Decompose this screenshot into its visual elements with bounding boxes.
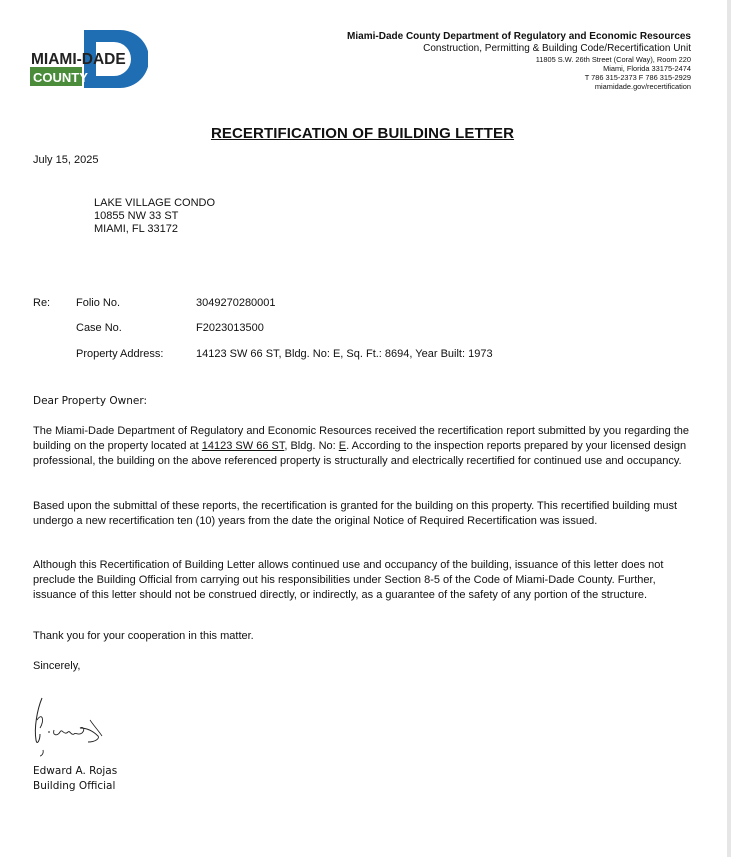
miami-dade-logo [30, 30, 148, 88]
p1-mid: , Bldg. No: [284, 440, 339, 452]
signer-name: Edward A. Rojas [33, 765, 118, 777]
salutation: Dear Property Owner: [33, 395, 148, 407]
recipient-street: 10855 NW 33 ST [94, 210, 179, 222]
logo-text-bottom: COUNTY [33, 70, 88, 85]
logo-text-top: MIAMI-DADE [31, 51, 126, 68]
p1-pre: The Miami-Dade Department of Regulatory and Economic Resources received the recertification report submitted by you regarding the building on the property located at [33, 425, 690, 452]
unit-name: Construction, Permitting & Building Code/Recertification Unit [423, 43, 691, 54]
re-value-case: F2023013500 [196, 322, 264, 334]
city-address: Miami, Florida 33175-2474 [603, 64, 691, 73]
street-address: 11805 S.W. 26th Street (Coral Way), Room 220 [535, 55, 691, 64]
website: miamidade.gov/recertification [594, 82, 691, 91]
paragraph-1 [33, 424, 693, 469]
department-name: Miami-Dade County Department of Regulatory and Economic Resources [347, 31, 691, 42]
signer-title: Building Official [33, 780, 116, 792]
recipient-name: LAKE VILLAGE CONDO [94, 197, 216, 209]
letter-date: July 15, 2025 [33, 154, 99, 166]
recipient-city: MIAMI, FL 33172 [94, 223, 178, 235]
p1-address: 14123 SW 66 ST [201, 440, 285, 452]
signer-block [33, 764, 117, 794]
p1-bldg: E [338, 440, 347, 452]
re-value-address: 14123 SW 66 ST, Bldg. No: E, Sq. Ft.: 8694, Year Built: 1973 [196, 348, 493, 360]
paragraph-3: Although this Recertification of Building Letter allows continued use and occupancy of the building, issuance of this letter does not preclude the Building Official from carrying out his responsibilities under Section 8-5 of the Code of Miami-Dade County. Further, issuance of this letter should not be construed directly, or indirectly, as a guarantee of the safety of any portion of the structure. [33, 559, 664, 601]
re-value-folio: 3049270280001 [196, 297, 276, 309]
signature-image [28, 690, 118, 760]
re-key-address: Property Address: [76, 348, 164, 360]
letter-title: RECERTIFICATION OF BUILDING LETTER [210, 125, 515, 142]
page-edge [727, 0, 731, 857]
phone-fax: T 786 315-2373 F 786 315-2929 [584, 73, 691, 82]
re-key-case: Case No. [76, 322, 122, 334]
paragraph-4: Thank you for your cooperation in this matter. [33, 630, 254, 642]
paragraph-2: Based upon the submittal of these reports, the recertification is granted for the building on this property. This recertified building must undergo a new recertification ten (10) years from the date the original Notice of Required Recertification was issued. [33, 500, 678, 527]
re-label: Re: [33, 297, 51, 309]
letterhead [347, 31, 691, 91]
recipient-address [94, 197, 215, 236]
re-key-folio: Folio No. [76, 297, 121, 309]
closing: Sincerely, [33, 660, 81, 672]
p1-post: . According to the inspection reports prepared by your licensed design professional, the building on the above referenced property is structurally and electrically recertified for continued use and occupancy. [33, 440, 687, 467]
